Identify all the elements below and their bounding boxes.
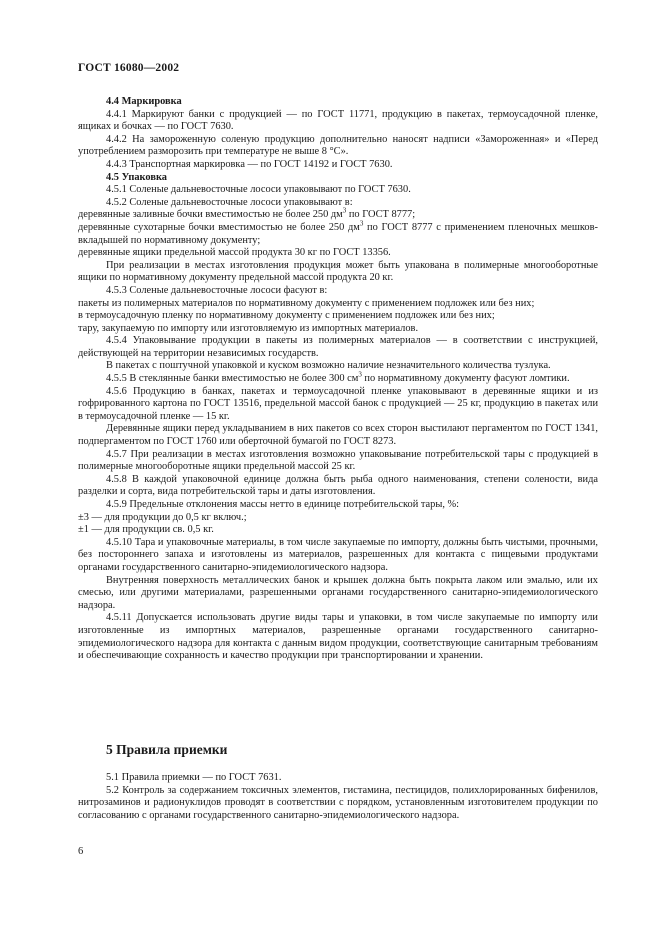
heading-4-5: 4.5 Упаковка xyxy=(106,171,167,183)
paragraph-4-4-2: 4.4.2 На замороженную соленую продукцию дополнительно наносят надписи «Замороженная» и «Перед употреблением разморозить при температуре не выше 8 °С». xyxy=(78,133,598,158)
paragraph-4-5-9: 4.5.9 Предельные отклонения массы нетто в единице потребительской тары, %: xyxy=(106,499,460,510)
paragraph-4-5-6: 4.5.6 Продукцию в банках, пакетах и термоусадочной пленке упаковывают в деревянные ящики и из гофрированного картона по ГОСТ 13516, предельной массой банок с продукцией — 25 кг, продукцию в пакетах или в термоусадочной пленке — 15 кг. xyxy=(78,385,598,422)
list-item-tolerance-small: ±3 — для продукции до 0,5 кг включ.; xyxy=(78,511,247,523)
section-5-body xyxy=(78,772,598,822)
page-number: 6 xyxy=(78,846,84,857)
paragraph-4-5-10: 4.5.10 Тара и упаковочные материалы, в том числе закупаемые по импорту, должны быть чистыми, прочными, без постороннего запаха и изготовлены из материалов, разрешенных для контакта с пищевыми продуктами органами государственного санитарно-эпидемиологического надзора. xyxy=(78,536,598,573)
section-4-body xyxy=(78,96,598,663)
standard-code-header: ГОСТ 16080—2002 xyxy=(78,62,180,74)
paragraph-5-2: 5.2 Контроль за содержанием токсичных элементов, гистамина, пестицидов, полихлорированных бифенилов, нитрозаминов и радионуклидов проводят в соответствии с порядком, установленным изготовителем продукции по согласованию с органами государственного санитарно-эпидемиологического надзора. xyxy=(78,784,598,821)
paragraph-4-5-5: 4.5.5 В стеклянные банки вместимостью не более 300 $см^3$ по нормативному документу фасуют ломтики. xyxy=(106,370,570,385)
paragraph-4-5-1: 4.5.1 Соленые дальневосточные лососи упаковывают по ГОСТ 7630. xyxy=(106,184,411,196)
list-item-barrels-liquid: деревянные заливные бочки вместимостью не более 250 $дм^3$ по ГОСТ 8777; xyxy=(78,206,416,221)
paragraph-5-1: 5.1 Правила приемки — по ГОСТ 7631. xyxy=(106,772,282,783)
paragraph-4-5-8: 4.5.8 В каждой упаковочной единице должна быть рыба одного наименования, степени солености, вида разделки и сорта, вида потребительской тары и даты изготовления. xyxy=(78,473,598,498)
list-item-tolerance-large: ±1 — для продукции св. 0,5 кг. xyxy=(78,524,214,536)
paragraph-4-4-1: 4.4.1 Маркируют банки с продукцией — по ГОСТ 11771, продукцию в пакетах, термоусадочной пленке, ящиках и бочках — по ГОСТ 7630. xyxy=(78,108,598,133)
list-item-shrink-film: в термоусадочную пленку по нормативному документу с применением подложек или без них; xyxy=(78,310,495,322)
paragraph-4-4-3: 4.4.3 Транспортная маркировка — по ГОСТ 14192 и ГОСТ 7630. xyxy=(106,158,393,170)
list-item-barrels-dry: деревянные сухотарные бочки вместимостью не более 250 $дм^3$ по ГОСТ 8777 с применением пленочных мешков-вкладышей по нормативному документу; xyxy=(78,219,598,246)
paragraph-4-5-4: 4.5.4 Упаковывание продукции в пакеты из полимерных материалов — в соответствии с инструкцией, действующей на территории независимых государств. xyxy=(78,335,598,359)
paragraph-inner-surface: Внутренняя поверхность металлических банок и крышек должна быть покрыта лаком или эмалью, или их смесью, или другими материалами, разрешенными органами государственного санитарно-эпидемиологического надзора. xyxy=(78,574,598,611)
paragraph-brine: В пакетах с поштучной упаковкой и куском возможно наличие незначительного количества тузлука. xyxy=(106,360,551,372)
section-5-title: 5 Правила приемки xyxy=(106,742,228,757)
paragraph-4-5-3: 4.5.3 Соленые дальневосточные лососи фасуют в: xyxy=(106,284,328,296)
list-item-wooden-boxes: деревянные ящики предельной массой продукта 30 кг по ГОСТ 13356. xyxy=(78,247,391,259)
paragraph-reusable-boxes: При реализации в местах изготовления продукция может быть упакована в полимерные многооборотные ящики по нормативному документу предельной массой продукта 20 кг. xyxy=(78,259,598,284)
paragraph-wooden-box-lining: Деревянные ящики перед укладыванием в них пакетов со всех сторон выстилают пергаментом по ГОСТ 1341, подпергаментом по ГОСТ 1760 или оберточной бумагой по ГОСТ 8273. xyxy=(78,423,598,448)
paragraph-4-5-7: 4.5.7 При реализации в местах изготовления возможно упаковывание потребительской тары с продукцией в полимерные многооборотные ящики предельной массой 25 кг. xyxy=(78,448,598,473)
paragraph-4-5-11: 4.5.11 Допускается использовать другие виды тары и упаковки, в том числе закупаемые по импорту или изготовленные из импортных материалов, разрешенные органами государственного санитарно-эпидемиологического надзора для контакта с данным видом продукции, соответствующие санитарным требованиям и обеспечивающие сохранность и качество продукции при транспортировании и хранении. xyxy=(78,612,598,662)
list-item-polymer-bags: пакеты из полимерных материалов по нормативному документу с применением подложек или без них; xyxy=(78,297,535,309)
list-item-imported-tare: тару, закупаемую по импорту или изготовляемую из импортных материалов. xyxy=(78,322,419,334)
paragraph-4-5-2: 4.5.2 Соленые дальневосточные лососи упаковывают в: xyxy=(106,196,353,208)
heading-4-4: 4.4 Маркировка xyxy=(106,96,182,107)
